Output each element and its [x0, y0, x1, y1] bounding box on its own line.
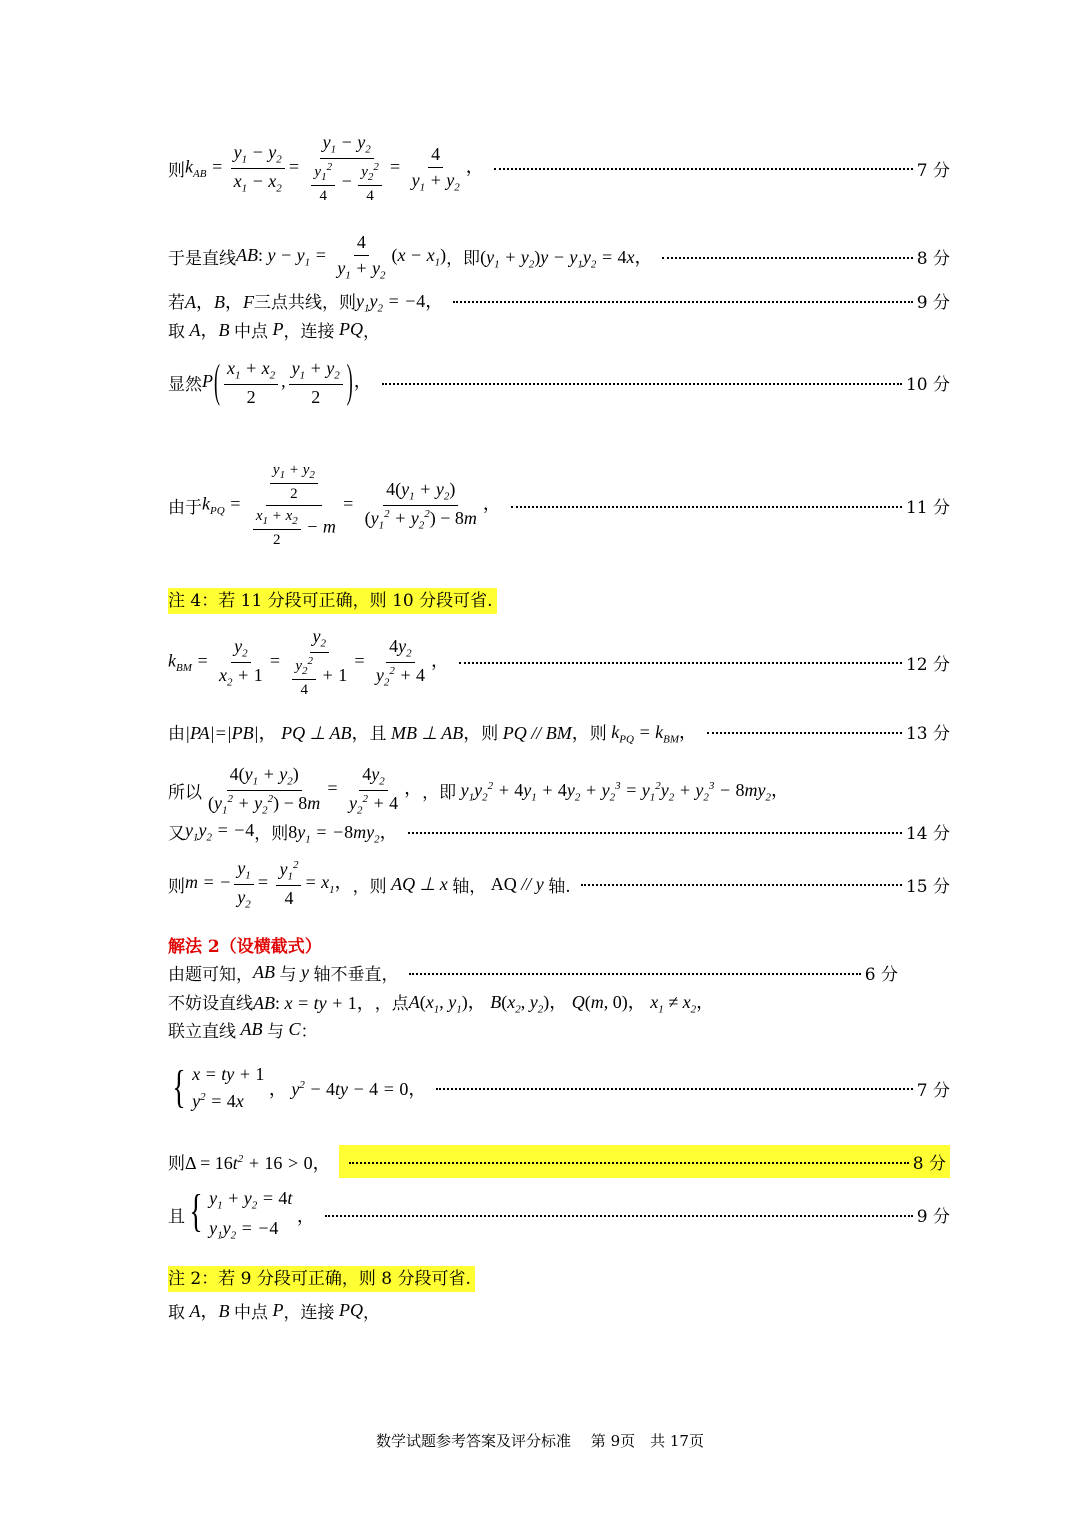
- text: ，点: [374, 994, 409, 1015]
- score-label: 9 分: [916, 293, 950, 314]
- leader-dots: [581, 884, 902, 886]
- score-label: 15 分: [905, 876, 950, 897]
- points-abf: A，B，F: [185, 291, 254, 312]
- line-mid-text: ，即: [446, 249, 481, 270]
- formula-system: { x = ty + 1 $y^2 = 4x$: [172, 1061, 265, 1112]
- point-p: P: [268, 318, 284, 339]
- page-footer: 数学试题参考答案及评分标准 第 9页 共 17页: [376, 1432, 704, 1450]
- formula-kpq-kbm: $k_{PQ} = k_{BM}$，: [606, 722, 697, 746]
- line-prefix: 则: [168, 160, 185, 181]
- score-label: 10 分: [905, 375, 950, 396]
- text: 则: [589, 724, 607, 745]
- text: ，即: [422, 782, 457, 803]
- line-ab-equation: [168, 232, 950, 282]
- formula-line-ab: AB: $y - y_1$ = $\frac{4}{y_1 + y_2}$ $(x - x_1)$: [236, 232, 447, 282]
- method-2-title: [168, 932, 950, 957]
- leader-dots: [494, 168, 913, 170]
- text: 中点: [234, 321, 268, 342]
- score-label: 8 分: [912, 1154, 946, 1174]
- curve-c: C: [284, 1019, 301, 1039]
- score-label: 13 分: [905, 724, 950, 745]
- line-so: [168, 764, 950, 816]
- line-discriminant: [168, 1145, 950, 1178]
- line-kpq: [168, 462, 950, 549]
- segment-ab: AB: [253, 962, 280, 982]
- line-system: [168, 1061, 950, 1112]
- leader-dots: [459, 662, 902, 664]
- formula-mb-ab: MB ⊥ AB，: [386, 722, 482, 743]
- formula-m: m = − $\frac{y_1}{y_2}$ = $\frac{y_1^2}{4}$ = $x_1$，: [185, 858, 353, 911]
- score-label: 9 分: [916, 1207, 950, 1228]
- note-2: [168, 1264, 475, 1289]
- formula-kpq: $k_{PQ}$ = $\frac{y_1 + y_2}{2}$ $\frac{x_1 + x_2}{2}$ − m = $\frac{4(y_1 + y_2)}{(y_1^2 + y_2^2) - 8m}$ ，: [202, 462, 501, 548]
- line-prefix: 则: [168, 876, 185, 897]
- text: ，连接: [283, 321, 335, 342]
- leader-dots: [707, 732, 902, 734]
- line-vieta: [168, 1185, 950, 1242]
- score-label: 12 分: [905, 654, 950, 675]
- leader-dots: [382, 383, 902, 385]
- formula-pa-pb: |PA|=|PB|， PQ ⊥ AB，: [185, 722, 370, 743]
- formula-equate: $\frac{4(y_1 + y_2)}{(y_1^2 + y_2^2) - 8m}$ = $\frac{4y_2}{y_2^2 + 4}$ ，: [208, 764, 423, 817]
- highlight-band: [339, 1145, 950, 1178]
- line-take-midpoint: [168, 316, 950, 342]
- line-not-perpendicular: [168, 960, 898, 985]
- comma: ，: [296, 1205, 315, 1226]
- note-4: [168, 586, 497, 611]
- line-prefix: 则: [168, 1154, 185, 1174]
- line-prefix: 于是直线: [168, 249, 236, 270]
- text: 取: [168, 1302, 185, 1323]
- line-prefix: 又: [168, 824, 185, 845]
- formula-expanded: $y_1y_2^2 + 4y_1 + 4y_2 + y_2^3 = y_1^2y_2 + y_2^3 - 8my_2$，: [456, 780, 789, 804]
- text: 三点共线，则: [254, 293, 356, 314]
- line-prefix: 显然: [168, 375, 202, 396]
- segment-pq: PQ: [334, 318, 363, 339]
- text: 由题可知，: [168, 965, 253, 985]
- line-prefix: 所以: [168, 782, 202, 803]
- leader-dots: [409, 973, 861, 975]
- score-label: 7 分: [916, 1080, 950, 1101]
- text: 若: [168, 293, 185, 314]
- segment-pq: PQ: [334, 1299, 363, 1320]
- formula-points: $A(x_1$, $y_1$)， $B(x_2$, $y_2$)， Q(m, 0)， $x_1 \ne x_2$，: [408, 992, 715, 1016]
- note-text: 注 2：若 9 分段可正确，则 8 分段可省.: [168, 1266, 475, 1292]
- line-join: [168, 1017, 950, 1042]
- segment-ab: AB: [236, 1019, 267, 1039]
- formula-y1y2: $y_1y_2 = -4$，: [356, 291, 444, 315]
- formula-quadratic: ， $y^2 - 4ty - 4 = 0$，: [268, 1079, 427, 1099]
- axis-y: y: [296, 962, 314, 982]
- leader-dots: [511, 506, 902, 508]
- text: 轴.: [548, 876, 571, 897]
- line-assume: [168, 988, 950, 1016]
- points-ab: A，B: [185, 1301, 234, 1321]
- text: ，则: [352, 876, 387, 897]
- section-heading: 解法 2（设横截式）: [168, 937, 322, 957]
- formula-kbm: $k_{BM}$ = $\frac{y_2}{x_2 + 1}$ = $y_2$ $\frac{y_2^2}{4}$ + 1 = $\frac{4y_2}{y_2^2 + 4}$ ，: [168, 626, 449, 698]
- score-label: 11 分: [905, 498, 950, 518]
- score-label: 14 分: [905, 824, 950, 845]
- line-prefix: 且: [168, 1207, 185, 1228]
- score-label: 6 分: [864, 965, 898, 985]
- formula-delta: $\Delta = 16t^2 + 16 > 0$，: [185, 1152, 331, 1173]
- text: ，: [363, 321, 380, 342]
- line-also: [168, 818, 950, 846]
- text: ，连接: [283, 1302, 335, 1323]
- point-p: P: [268, 1299, 284, 1320]
- line-take-midpoint-2: [168, 1297, 950, 1323]
- text: 取: [168, 321, 185, 342]
- formula-aq-perp: AQ ⊥ x: [386, 873, 453, 894]
- text: 且: [369, 724, 387, 745]
- text: 轴不垂直，: [313, 965, 399, 985]
- score-label: 8 分: [916, 249, 950, 270]
- line-p-coords: [168, 354, 950, 408]
- formula-p: P( $\frac{x_1 + x_2}{2}$ , $\frac{y_1 + y_2}{2}$ )，: [202, 354, 372, 407]
- leader-dots: [408, 832, 902, 834]
- text: ：: [300, 1022, 318, 1042]
- text: 则: [481, 724, 499, 745]
- leader-dots: [325, 1215, 913, 1217]
- leader-dots: [453, 301, 912, 303]
- formula-pq-bm: PQ // BM，: [498, 722, 590, 743]
- text: 与: [279, 965, 297, 985]
- formula-y1y2: $y_1y_2 = -4$: [185, 820, 255, 844]
- leader-dots: [662, 257, 912, 259]
- formula-kab: $k_{AB}$ = $\frac{y_1 - y_2}{x_1 - x_2}$ = $y_1 - y_2$ $\frac{y_1^2}{4}$ − $\frac{y_2^2}{4}$ = $\frac{4}{y_1 + y_2}$ ，: [185, 132, 484, 204]
- line-prefix: 由于: [168, 498, 202, 518]
- formula-line-ab-t: AB: x = ty + 1，: [253, 992, 375, 1013]
- line-kbm: [168, 626, 950, 699]
- points-ab: A，B: [185, 320, 234, 340]
- formula-vieta: { $y_1 + y_2 = 4t$ $y_1y_2 = -4$: [189, 1185, 293, 1242]
- text: 不妨设直线: [168, 994, 253, 1015]
- text: 轴，: [452, 876, 487, 897]
- line-m-value: [168, 858, 950, 910]
- text: 联立直线: [168, 1022, 236, 1042]
- formula-line-ab-expanded: $(y_1 + y_2)y - y_1y_2 = 4x$，: [480, 247, 653, 271]
- formula-aq-par: AQ // y: [490, 873, 549, 894]
- formula-8y1: $8y_1 = -8my_2$，: [288, 822, 398, 846]
- line-perpendicular: [168, 718, 950, 746]
- leader-dots: [436, 1088, 912, 1090]
- text: 中点: [234, 1302, 268, 1323]
- score-label: 7 分: [916, 160, 950, 181]
- leader-dots: [349, 1162, 909, 1164]
- text: ，: [363, 1302, 380, 1323]
- text: 由: [168, 724, 185, 745]
- line-kab: [168, 132, 950, 205]
- text: ，则: [254, 824, 289, 845]
- line-collinear: [168, 287, 950, 315]
- text: 与: [267, 1022, 284, 1042]
- note-text: 注 4：若 11 分段可正确，则 10 分段可省.: [168, 588, 497, 614]
